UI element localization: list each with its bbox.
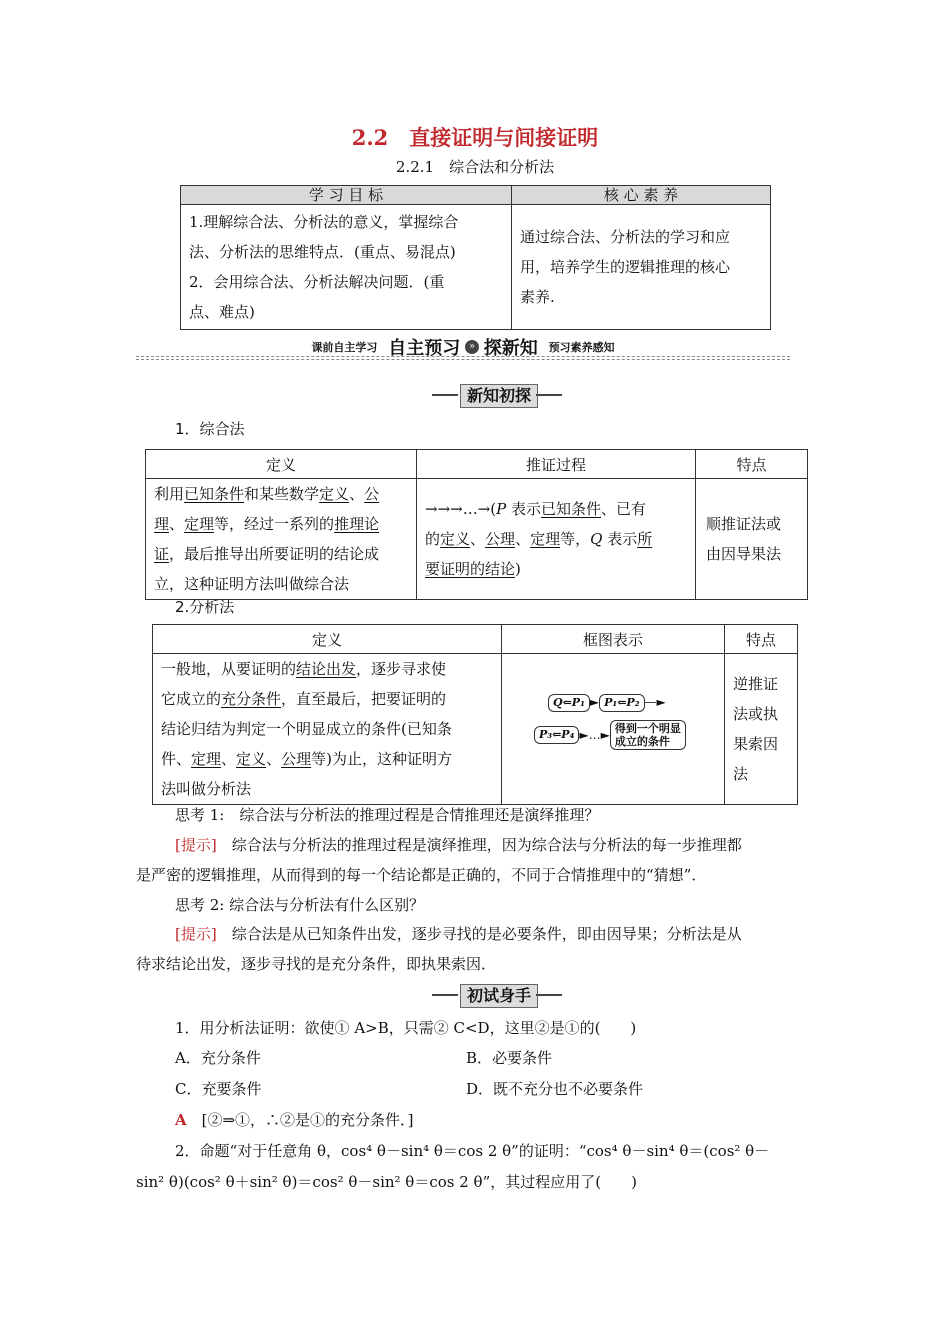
objective-line: 1.理解综合法、分析法的意义，掌握综合 [189, 213, 459, 231]
banner-main-a: 自主预习 [388, 338, 461, 359]
exercise-1-question: 1．用分析法证明：欲使① A>B，只需② C<D，这里②是①的( ) [175, 1019, 637, 1037]
objectives-table [180, 185, 771, 330]
banner-main-b: 探新知 [483, 338, 538, 359]
exercise-1-option-a: A．充分条件 [175, 1049, 261, 1067]
synthetic-process: →→→…→(P 表示已知条件、已有 的定义、公理、定理等，Q 表示所 要证明的结论) [417, 479, 696, 600]
arrow-right-icon: ► [600, 728, 610, 742]
section-tag-try [432, 984, 562, 1004]
feature-line: 逆推证 [733, 675, 779, 693]
exercise-1-option-b: B．必要条件 [466, 1049, 553, 1067]
synthetic-table [145, 449, 808, 600]
diagram-box-p1-p2: P₁⇐P₂ [599, 694, 644, 712]
thinking-answer-2: [提示] 综合法是从已知条件出发，逐步寻找的是必要条件，即由因导果；分析法是从 [175, 925, 742, 943]
analytic-feature [725, 654, 798, 805]
analytic-diagram [502, 654, 725, 805]
synthetic-col-process: 推证过程 [417, 450, 696, 479]
exercise-2-question-cont: sin² θ)(cos² θ＋sin² θ)＝cos² θ－sin² θ＝cos 2 θ”，其过程应用了( ) [136, 1173, 637, 1191]
analytic-heading: 2.分析法 [175, 598, 235, 616]
diagram-box-p3-p4: P₃⇐P₄ [534, 726, 579, 744]
section-tag-label: 初试身手 [460, 984, 538, 1008]
synthetic-col-feature: 特点 [696, 450, 808, 479]
exercise-1-option-c: C．充要条件 [175, 1080, 262, 1098]
exercise-2-question: 2．命题“对于任意角 θ，cos⁴ θ－sin⁴ θ＝cos 2 θ”的证明：“cos⁴ θ－sin⁴ θ＝(cos² θ－ [175, 1142, 770, 1160]
synthetic-feature [696, 479, 808, 600]
section-banner [136, 334, 790, 359]
hint-label: [提示] [175, 836, 217, 854]
arrow-right-icon: ► [579, 728, 589, 742]
arrow-right-icon: —► [644, 695, 666, 709]
banner-arrow-icon: » [465, 340, 479, 354]
objective-line: 点、难点) [189, 303, 255, 321]
diagram-dots: … [588, 728, 601, 742]
thinking-answer-1-cont: 是严密的逻辑推理，从而得到的每一个结论都是正确的，不同于合情推理中的“猜想”． [136, 866, 707, 884]
literacy-line: 用，培养学生的逻辑推理的核心 [520, 258, 731, 276]
answer-letter: A [175, 1111, 187, 1129]
analytic-col-feature: 特点 [725, 625, 798, 654]
analytic-col-definition: 定义 [153, 625, 502, 654]
synthetic-heading: 1．综合法 [175, 420, 245, 438]
synthetic-definition: 利用已知条件和某些数学定义、公 理、定理等，经过一系列的推理论 证，最后推导出所要证明的结论成 立，这种证明方法叫做综合法 [146, 479, 417, 600]
feature-line: 法 [733, 765, 749, 783]
diagram-box-q-p1: Q⇐P₁ [548, 694, 590, 712]
section-tag-label: 新知初探 [460, 384, 538, 408]
thinking-question-1: 思考 1: 综合法与分析法的推理过程是合情推理还是演绎推理？ [175, 806, 600, 824]
thinking-answer-1: [提示] 综合法与分析法的推理过程是演绎推理，因为综合法与分析法的每一步推理都 [175, 836, 742, 854]
exercise-1-option-d: D．既不充分也不必要条件 [466, 1080, 644, 1098]
page-title: 2.2 直接证明与间接证明 [351, 125, 599, 150]
objective-line: 法、分析法的思维特点．(重点、易混点) [189, 243, 456, 261]
feature-line: 果索因 [733, 735, 779, 753]
banner-left: 课前自主学习 [311, 341, 378, 354]
page-subtitle: 2.2.1 综合法和分析法 [395, 158, 555, 176]
objectives-cell [181, 205, 512, 330]
literacy-line: 素养. [520, 288, 555, 306]
objectives-header: 学 习 目 标 [181, 186, 512, 205]
thinking-question-2: 思考 2: 综合法与分析法有什么区别？ [175, 896, 425, 914]
feature-line: 法或执 [733, 705, 779, 723]
section-tag-new-knowledge [432, 384, 562, 404]
analytic-col-diagram: 框图表示 [502, 625, 725, 654]
diagram-box-final: 得到一个明显 成立的条件 [610, 720, 686, 750]
exercise-1-answer: A [②⇒①，∴②是①的充分条件．] [175, 1111, 414, 1129]
literacy-header: 核 心 素 养 [512, 186, 771, 205]
thinking-answer-2-cont: 待求结论出发，逐步寻找的是充分条件，即执果索因． [136, 955, 497, 973]
objective-line: 2．会用综合法、分析法解决问题．(重 [189, 273, 445, 291]
hint-label: [提示] [175, 925, 217, 943]
feature-line: 顺推证法或 [706, 515, 782, 533]
synthetic-col-definition: 定义 [146, 450, 417, 479]
analytic-table [152, 624, 798, 805]
literacy-cell [512, 205, 771, 330]
analytic-definition: 一般地，从要证明的结论出发，逐步寻求使 它成立的充分条件，直至最后，把要证明的 结论归结为判定一个明显成立的条件(已知条 件、定理、定义、公理等)为止，这种证明方 法叫做分析法 [153, 654, 502, 805]
banner-right: 预习素养感知 [548, 341, 615, 354]
arrow-right-icon: ► [589, 695, 600, 709]
literacy-line: 通过综合法、分析法的学习和应 [520, 228, 731, 246]
feature-line: 由因导果法 [706, 545, 782, 563]
